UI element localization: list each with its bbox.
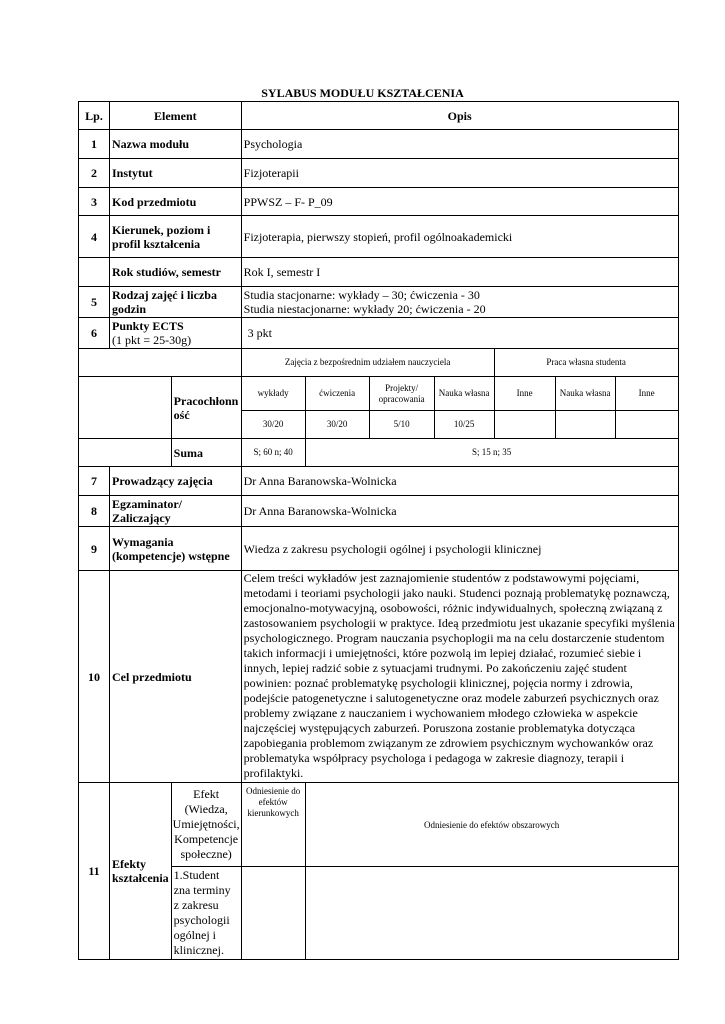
row-lp: 11	[79, 783, 110, 960]
table-row	[79, 130, 679, 159]
row-element: Prowadzący zajęcia	[110, 467, 242, 496]
page-title: SYLABUS MODUŁU KSZTAŁCENIA	[261, 86, 464, 100]
row-opis: Wiedza z zakresu psychologii ogólnej i psychologii klinicznej	[241, 527, 678, 571]
sum-self: S; 15 n; 35	[305, 439, 678, 467]
workload-sum-row	[79, 439, 679, 467]
efekt-col-header: Efekt (Wiedza, Umiejętności, Kompetencje społeczne)	[171, 783, 241, 867]
row-lp: 2	[79, 159, 110, 188]
row-element: Egzaminator/ Zaliczający	[110, 496, 242, 527]
table-row	[79, 188, 679, 216]
group-teacher: Zajęcia z bezpośrednim udziałem nauczyciela	[241, 349, 494, 377]
row-element	[110, 318, 242, 349]
workload-col: Nauka własna	[555, 377, 615, 411]
row-opis: Psychologia	[241, 130, 678, 159]
row-element: Rodzaj zajęć i liczba godzin	[110, 287, 242, 318]
workload-label: Pracochłonność	[171, 377, 241, 439]
row-lp: 9	[79, 527, 110, 571]
group-self: Praca własna studenta	[494, 349, 678, 377]
row-element: Rok studiów, semestr	[110, 258, 242, 287]
table-row	[79, 159, 679, 188]
workload-value	[615, 411, 678, 439]
header-element: Element	[110, 102, 242, 130]
sum-teacher: S; 60 n; 40	[241, 439, 305, 467]
header-opis: Opis	[241, 102, 678, 130]
row-opis: PPWSZ – F- P_09	[241, 188, 678, 216]
row-opis: Fizjoterapii	[241, 159, 678, 188]
row-lp: 8	[79, 496, 110, 527]
workload-value: 30/20	[241, 411, 305, 439]
row-lp: 3	[79, 188, 110, 216]
row-element: Kod przedmiotu	[110, 188, 242, 216]
workload-col: wykłady	[241, 377, 305, 411]
table-header-row	[79, 102, 679, 130]
ects-note: (1 pkt = 25-30g)	[112, 333, 192, 347]
row-lp: 6	[79, 318, 110, 349]
workload-columns-row	[79, 377, 679, 411]
workload-col: Inne	[494, 377, 555, 411]
efekt-item: 1.Student zna terminy z zakresu psychologii ogólnej i klinicznej.	[171, 867, 241, 960]
row-lp: 10	[79, 571, 110, 783]
row-opis: Dr Anna Baranowska-Wolnicka	[241, 467, 678, 496]
table-row	[79, 496, 679, 527]
workload-value	[555, 411, 615, 439]
row-element: Instytut	[110, 159, 242, 188]
workload-col: Inne	[615, 377, 678, 411]
row-lp: 1	[79, 130, 110, 159]
workload-col: Projekty/ opracowania	[369, 377, 434, 411]
workload-col: ćwiczenia	[305, 377, 369, 411]
row-opis: Fizjoterapia, pierwszy stopień, profil ogólnoakademicki	[241, 216, 678, 258]
table-row	[79, 216, 679, 258]
table-row	[79, 287, 679, 318]
row-opis: 3 pkt	[241, 318, 678, 349]
workload-value: 10/25	[434, 411, 494, 439]
row-element: Wymagania (kompetencje) wstępne	[110, 527, 242, 571]
row-lp: 7	[79, 467, 110, 496]
row-element: Kierunek, poziom i profil kształcenia	[110, 216, 242, 258]
opis-line: Studia stacjonarne: wykłady – 30; ćwiczenia - 30	[243, 288, 480, 302]
obsz-col-header: Odniesienie do efektów obszarowych	[305, 783, 678, 867]
row-element: Nazwa modułu	[110, 130, 242, 159]
table-row	[79, 318, 679, 349]
table-row	[79, 527, 679, 571]
workload-col: Nauka własna	[434, 377, 494, 411]
row-opis: Dr Anna Baranowska-Wolnicka	[241, 496, 678, 527]
sum-label: Suma	[171, 439, 241, 467]
workload-value	[494, 411, 555, 439]
workload-value: 5/10	[369, 411, 434, 439]
cel-text: Celem treści wykładów jest zaznajomienie studentów z podstawowymi pojęciami, metodami i teoriami psychologii jako nauki. Studenci poznają problematykę poznawczą, emocjonalno-motywacyjną, osobowości, różnic indywidualnych, społeczną związaną z zastosowaniem psychologii w praktyce. Ideą przedmiotu jest ukazanie specyfiki myślenia psychologicznego. Program nauczania psychoplogii ma na celu dostarczenie studentom takich informacji i umiejętności, które pozwolą im lepiej działać, rozumieć siebie i innych, lepiej radzić sobie z sytuacjami trudnymi. Po zakończeniu zajęć student powinien: poznać problematykę psychologii klinicznej, pojęcia normy i zdrowia, podejście patogenetyczne i salutogenetyczne oraz modele zaburzeń psychicznych oraz problemy związane z nauczaniem i wychowaniem młodego człowieka w aspekcie najczęściej występujących zaburzeń. Poruszona zostanie problematyka dotycząca zapobiegania problemom związanym ze zdrowiem psychicznym wychowanków oraz problematyka współpracy psychologa i pedagoga w zakresie diagnozy, terapii i profilaktyki.	[241, 571, 678, 783]
syllabus-table	[78, 101, 679, 960]
row-lp: 4	[79, 216, 110, 258]
header-lp: Lp.	[79, 102, 110, 130]
row-lp: 5	[79, 287, 110, 318]
row-lp	[79, 258, 110, 287]
row-opis: Rok I, semestr I	[241, 258, 678, 287]
opis-line: Studia niestacjonarne: wykłady 20; ćwiczenia - 20	[243, 302, 486, 316]
row-opis	[241, 287, 678, 318]
efekty-label: Efekty kształcenia	[110, 783, 172, 960]
workload-value: 30/20	[305, 411, 369, 439]
table-row	[79, 258, 679, 287]
table-row-cel	[79, 571, 679, 783]
row-element: Cel przedmiotu	[110, 571, 242, 783]
ects-label: Punkty ECTS	[112, 319, 184, 333]
workload-group-row	[79, 349, 679, 377]
kier-col-header: Odniesienie do efektów kierunkowych	[241, 783, 305, 867]
table-row	[79, 467, 679, 496]
efekty-header-row	[79, 783, 679, 867]
